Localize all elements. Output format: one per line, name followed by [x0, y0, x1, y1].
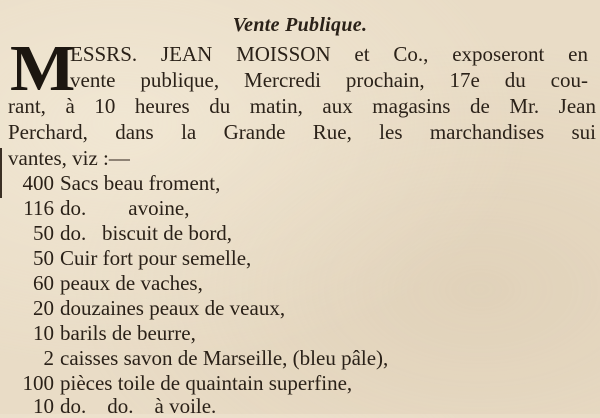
- item-quantity: 2: [43, 346, 54, 370]
- list-item: [10, 348, 388, 369]
- item-description: Sacs beau froment,: [60, 171, 221, 195]
- list-item: [10, 198, 189, 219]
- paragraph-line-1: ESSRS. JEAN MOISSON et Co., exposeront en: [70, 42, 588, 66]
- item-description: pièces toile de quaintain superfine,: [60, 371, 353, 395]
- item-quantity: 50: [33, 246, 54, 270]
- item-description: do. avoine,: [60, 196, 190, 220]
- list-item: [10, 248, 251, 269]
- drop-cap: M: [10, 32, 76, 105]
- list-item: [10, 323, 196, 344]
- advertisement-title: Vente Publique.: [232, 14, 368, 36]
- list-item: [10, 298, 285, 319]
- item-description: barils de beurre,: [60, 321, 196, 345]
- list-item: [10, 273, 203, 294]
- item-quantity: 10: [33, 321, 54, 345]
- paragraph-line-4: Perchard, dans la Grande Rue, les marchandises sui: [8, 120, 596, 144]
- item-quantity: 100: [22, 371, 54, 395]
- margin-rule: [0, 148, 2, 198]
- item-description: peaux de vaches,: [60, 271, 203, 295]
- paragraph-line-3: rant, à 10 heures du matin, aux magasins de Mr. Jean: [8, 94, 596, 118]
- item-description: douzaines peaux de veaux,: [60, 296, 286, 320]
- paragraph-line-2: vente publique, Mercredi prochain, 17e du cou-: [70, 68, 588, 92]
- paragraph-line-5: vantes, viz :—: [8, 146, 130, 170]
- item-description: caisses savon de Marseille, (bleu pâle),: [60, 346, 389, 370]
- item-description: do. do. à voile.: [60, 394, 217, 418]
- list-item: [10, 373, 352, 394]
- list-item: [10, 173, 220, 194]
- item-description: Cuir fort pour semelle,: [60, 246, 252, 270]
- item-description: do. biscuit de bord,: [60, 221, 233, 245]
- item-quantity: 20: [33, 296, 54, 320]
- list-item: [10, 223, 232, 244]
- item-quantity: 400: [22, 171, 54, 195]
- item-quantity: 116: [23, 196, 54, 220]
- item-quantity: 60: [33, 271, 54, 295]
- item-quantity: 50: [33, 221, 54, 245]
- item-quantity: 10: [33, 394, 54, 418]
